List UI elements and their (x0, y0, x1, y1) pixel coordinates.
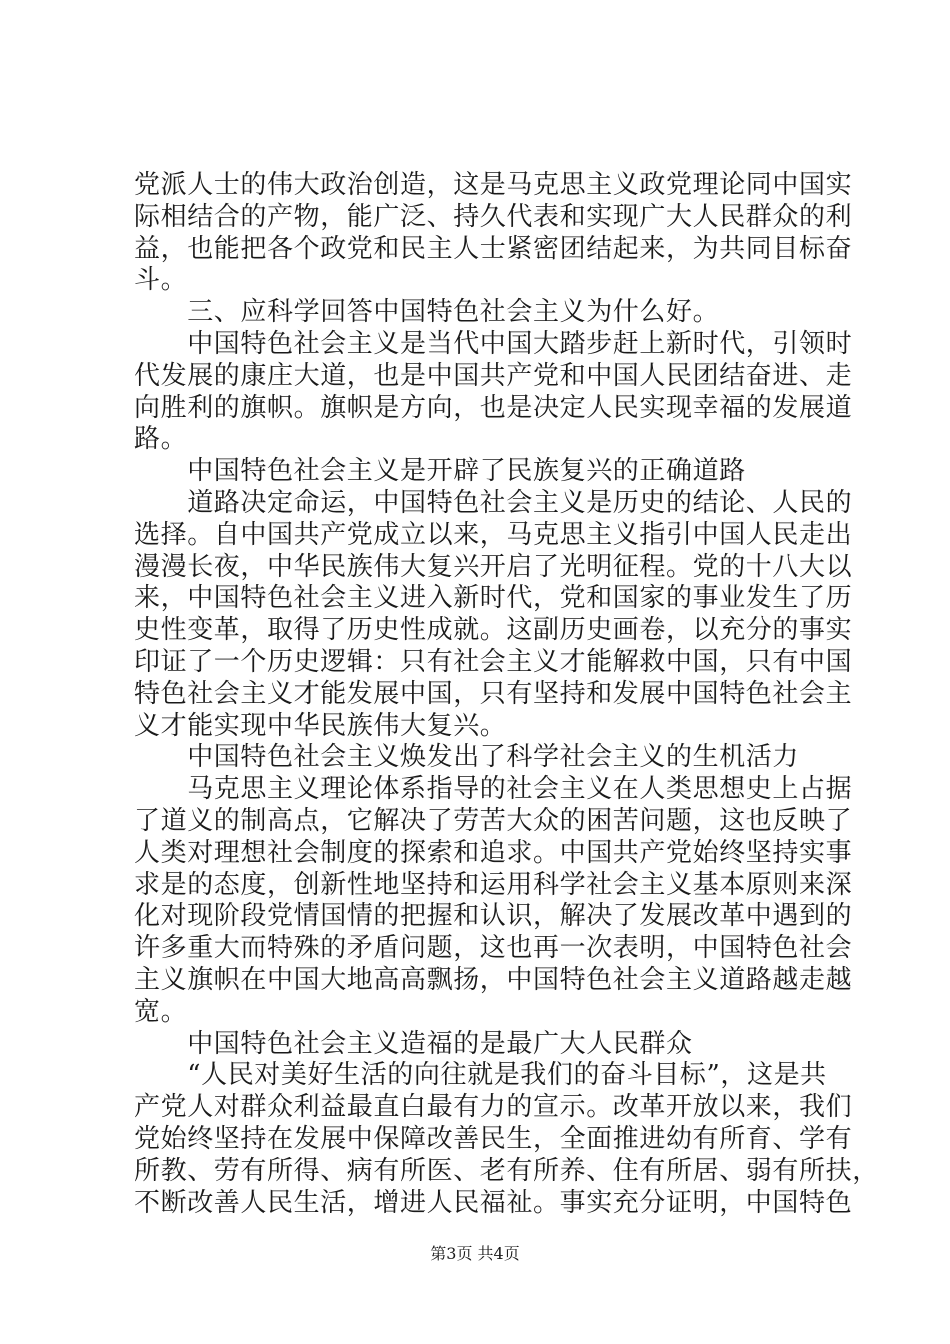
text-line: 斗。 (134, 265, 188, 296)
text-line: 中国特色社会主义是当代中国大踏步赶上新时代，引领时 (134, 328, 853, 359)
text-line: 产党人对群众利益最直白最有力的宣示。改革开放以来，我们 (134, 1092, 853, 1123)
subheading: 中国特色社会主义是开辟了民族复兴的正确道路 (134, 456, 746, 487)
text-line: 求是的态度，创新性地坚持和运用科学社会主义基本原则来深 (134, 869, 853, 900)
text-line: 化对现阶段党情国情的把握和认识，解决了发展改革中遇到的 (134, 901, 853, 932)
subheading: 中国特色社会主义造福的是最广大人民群众 (134, 1028, 693, 1059)
text-line: 宽。 (134, 996, 188, 1027)
section-heading: 三、应科学回答中国特色社会主义为什么好。 (134, 297, 720, 328)
text-line: 来，中国特色社会主义进入新时代，党和国家的事业发生了历 (134, 583, 853, 614)
text-line: 人类对理想社会制度的探索和追求。中国共产党始终坚持实事 (134, 837, 853, 868)
text-line: 向胜利的旗帜。旗帜是方向，也是决定人民实现幸福的发展道 (134, 392, 853, 423)
text-line: 所教、劳有所得、病有所医、老有所养、住有所居、弱有所扶， (134, 1155, 879, 1186)
text-line: 选择。自中国共产党成立以来，马克思主义指引中国人民走出 (134, 519, 853, 550)
text-line: 漫漫长夜，中华民族伟大复兴开启了光明征程。党的十八大以 (134, 551, 853, 582)
text-line: 义才能实现中华民族伟大复兴。 (134, 710, 507, 741)
text-line: 特色社会主义才能发展中国，只有坚持和发展中国特色社会主 (134, 678, 853, 709)
text-line: 党派人士的伟大政治创造，这是马克思主义政党理论同中国实 (134, 170, 853, 200)
subheading: 中国特色社会主义焕发出了科学社会主义的生机活力 (134, 742, 800, 773)
text-line: 印证了一个历史逻辑：只有社会主义才能解救中国，只有中国 (134, 646, 853, 677)
text-line: 了道义的制高点，它解决了劳苦大众的困苦问题，这也反映了 (134, 805, 853, 836)
text-line: 史性变革，取得了历史性成就。这副历史画卷，以充分的事实 (134, 615, 853, 646)
text-line: “人民对美好生活的向往就是我们的奋斗目标”，这是共 (134, 1060, 827, 1091)
body-text (134, 170, 879, 1219)
text-line: 益，也能把各个政党和民主人士紧密团结起来，为共同目标奋 (134, 233, 853, 264)
text-line: 际相结合的产物，能广泛、持久代表和实现广大人民群众的利 (134, 201, 853, 232)
text-line: 党始终坚持在发展中保障改善民生，全面推进幼有所育、学有 (134, 1123, 853, 1154)
text-line: 代发展的康庄大道，也是中国共产党和中国人民团结奋进、走 (134, 360, 853, 391)
text-line: 道路决定命运，中国特色社会主义是历史的结论、人民的 (134, 487, 853, 518)
text-line: 主义旗帜在中国大地高高飘扬，中国特色社会主义道路越走越 (134, 964, 853, 995)
text-line: 许多重大而特殊的矛盾问题，这也再一次表明，中国特色社会 (134, 933, 853, 964)
text-line: 马克思主义理论体系指导的社会主义在人类思想史上占据 (134, 774, 853, 805)
text-line: 路。 (134, 424, 188, 455)
page-number-footer: 第3页 共4页 (430, 1244, 520, 1263)
text-line: 不断改善人民生活，增进人民福祉。事实充分证明，中国特色 (134, 1187, 853, 1218)
